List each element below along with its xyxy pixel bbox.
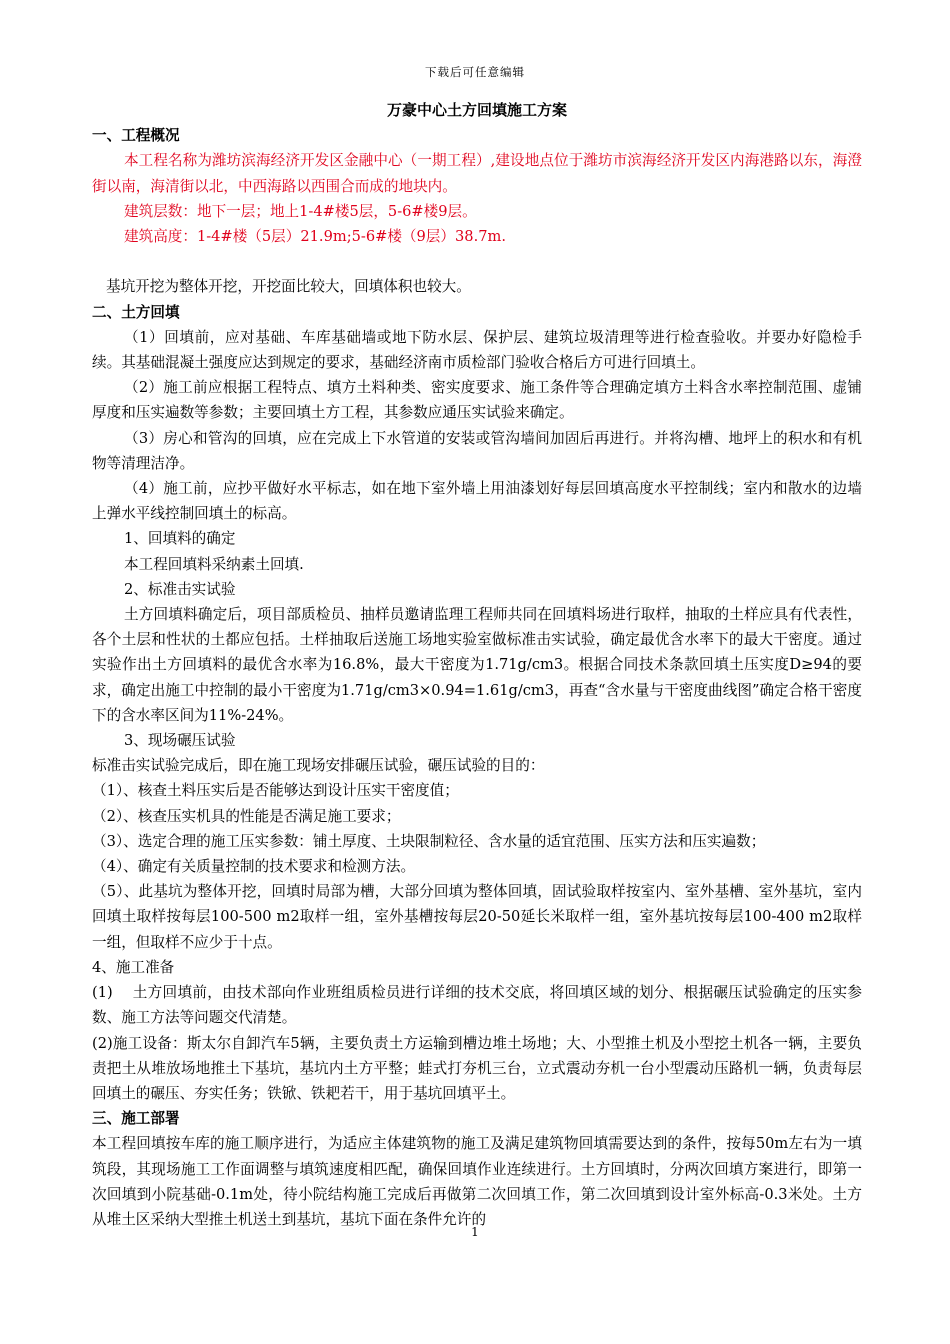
subsection-heading-preparation: 4、施工准备 — [92, 958, 175, 976]
page-number: 1 — [471, 1225, 479, 1239]
backfill-paragraph-2: （2）施工前应根据工程特点、填方土料种类、密实度要求、施工条件等合理确定填方土料含水率控制范围、虚铺厚度和压实遍数等参数；主要回填土方工程，其参数应通压实试验来确定。 — [92, 379, 862, 422]
section-heading-deployment: 三、施工部署 — [92, 1110, 180, 1128]
section-heading-overview: 一、工程概况 — [92, 127, 180, 145]
document-body — [92, 98, 862, 1232]
preparation-paragraph-1: (1) 土方回填前，由技术部向作业班组质检员进行详细的技术交底，将回填区域的划分、根据碾压试验确定的压实参数、施工方法等问题交代清楚。 — [92, 984, 862, 1027]
subsection-text-compaction-test: 土方回填料确定后，项目部质检员、抽样员邀请监理工程师共同在回填料场进行取样，抽取的土样应具有代表性，各个土层和性状的土都应包括。土样抽取后送施工场地实验室做标准击实试验，确定最优含水率下的最大干密度。通过实验作出土方回填料的最优含水率为16.8%，最大干密度为1.71g/cm3。根据合同技术条款回填土压实度D≥94的要求，确定出施工中控制的最小干密度为1.71g/cm3×0.94=1.61g/cm3，再查“含水量与干密度曲线图”确定合格干密度下的含水率区间为11%-24%。 — [92, 606, 862, 724]
subsection-text-material: 本工程回填料采纳素土回填. — [124, 555, 304, 573]
subsection-heading-compaction-test: 2、标准击实试验 — [124, 580, 236, 598]
page-header: 下载后可任意编辑 — [425, 65, 525, 79]
blank-line — [92, 249, 862, 274]
backfill-paragraph-3: （3）房心和管沟的回填，应在完成上下水管道的安装或管沟墙间加固后再进行。并将沟槽、地坪上的积水和有机物等清理洁净。 — [92, 429, 862, 472]
project-description: 本工程名称为潍坊滨海经济开发区金融中心（一期工程）,建设地点位于潍坊市滨海经济开发区内海港路以东，海澄街以南，海清街以北，中西海路以西围合而成的地块内。 — [92, 152, 862, 195]
building-height: 建筑高度：1-4#楼（5层）21.9m;5-6#楼（9层）38.7m. — [124, 228, 506, 246]
preparation-paragraph-2: (2)施工设备：斯太尔自卸汽车5辆，主要负责土方运输到槽边堆土场地；大、小型推土机及小型挖土机各一辆，主要负责把土从堆放场地推土下基坑，基坑内土方平整；蛙式打夯机三台，立式震动夯机一台小型震动压路机一辆，负责每层回填土的碾压、夯实任务；铁锨、铁耙若干，用于基坑回填平土。 — [92, 1034, 862, 1102]
deployment-paragraph: 本工程回填按车库的施工顺序进行，为适应主体建筑物的施工及满足建筑物回填需要达到的条件，按每50m左右为一填筑段，其现场施工工作面调整与填筑速度相匹配，确保回填作业连续进行。土方回填时，分两次回填方案进行，即第一次回填到小院基础-0.1m处，待小院结构施工完成后再做第二次回填工作，第二次回填到设计室外标高-0.3米处。土方从堆土区采纳大型推土机送土到基坑，基坑下面在条件允许的 — [92, 1135, 862, 1228]
building-floors: 建筑层数：地下一层；地上1-4#楼5层，5-6#楼9层。 — [124, 202, 477, 220]
rolling-test-intro: 标准击实试验完成后，即在施工现场安排碾压试验，碾压试验的目的： — [92, 757, 545, 775]
subsection-heading-rolling-test: 3、现场碾压试验 — [124, 732, 236, 750]
section-heading-backfill: 二、土方回填 — [92, 303, 180, 321]
rolling-test-item: （3）、选定合理的施工压实参数：铺土厚度、土块限制粒径、含水量的适宜范围、压实方法和压实遍数； — [92, 832, 766, 850]
subsection-heading-material: 1、回填料的确定 — [124, 530, 236, 548]
rolling-test-item: （5）、此基坑为整体开挖，回填时局部为槽，大部分回填为整体回填，固试验取样按室内、室外基槽、室外基坑，室内回填土取样按每层100-500 m2取样一组，室外基槽按每层20-50延长米取样一组，室外基坑按每层100-400 m2取样一组，但取样不应少于十点。 — [92, 883, 862, 951]
document-title: 万豪中心土方回填施工方案 — [386, 101, 567, 119]
rolling-test-item: （4）、确定有关质量控制的技术要求和检测方法。 — [92, 858, 416, 876]
excavation-note: 基坑开挖为整体开挖，开挖面比较大，回填体积也较大。 — [106, 278, 471, 296]
rolling-test-item: （1）、核查土料压实后是否能够达到设计压实干密度值； — [92, 782, 459, 800]
rolling-test-item: （2）、核查压实机具的性能是否满足施工要求； — [92, 807, 401, 825]
backfill-paragraph-4: （4）施工前，应抄平做好水平标志，如在地下室外墙上用油漆划好每层回填高度水平控制线；室内和散水的边墙上弹水平线控制回填土的标高。 — [92, 480, 862, 523]
backfill-paragraph-1: （1）回填前，应对基础、车库基础墙或地下防水层、保护层、建筑垃圾清理等进行检查验收。并要办好隐检手续。其基础混凝土强度应达到规定的要求，基础经济南市质检部门验收合格后方可进行回填土。 — [92, 328, 862, 372]
